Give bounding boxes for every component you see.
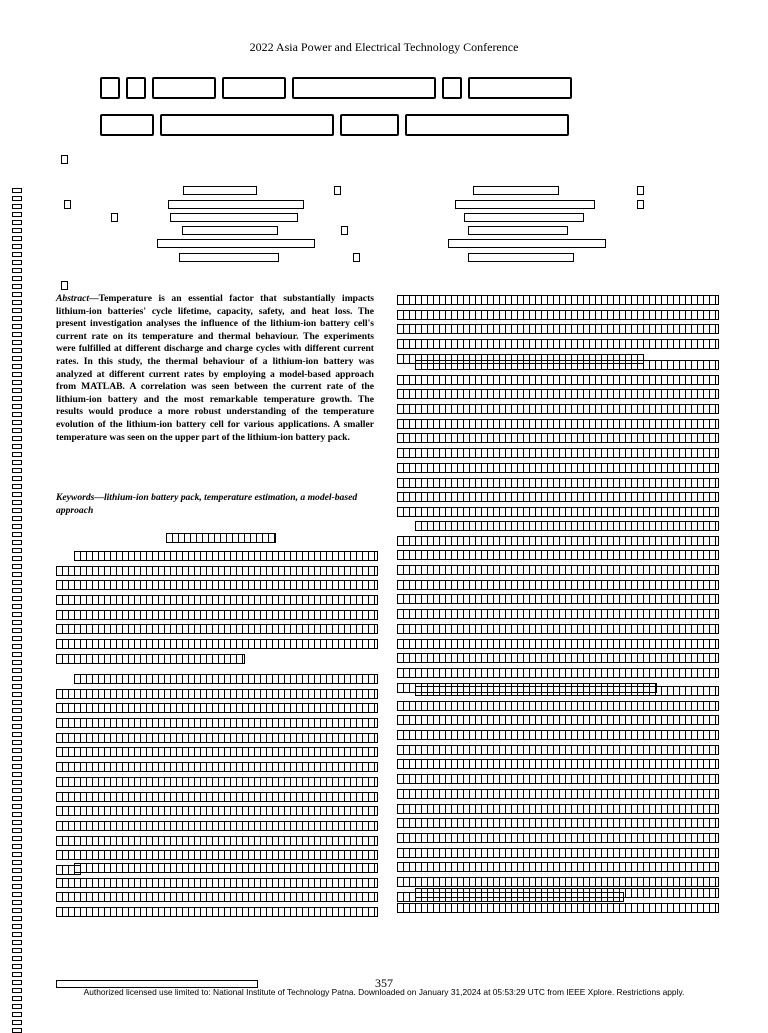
abstract-label: Abstract — [56, 293, 90, 304]
license-notice: Authorized licensed use limited to: National Institute of Technology Patna. Downloaded on January 31,2024 at 05:53:29 UTC from IEEE Xplore. Restrictions apply. — [83, 987, 685, 997]
right-column-para-3 — [397, 521, 719, 697]
keywords-text: —lithium-ion battery pack, temperature estimation, a model-based approach — [56, 492, 358, 516]
section-heading-introduction — [166, 533, 276, 548]
left-column-para-2 — [56, 674, 378, 880]
conference-header: 2022 Asia Power and Electrical Technology Conference — [249, 40, 519, 54]
paper-title-line-2 — [100, 114, 668, 136]
keywords-label: Keywords — [56, 492, 95, 503]
page-number: 357 — [375, 976, 393, 990]
abstract — [56, 293, 374, 444]
right-column-para-5 — [397, 888, 719, 917]
left-column-para-3 — [56, 863, 378, 922]
right-column-para-4 — [397, 686, 719, 906]
abstract-text: —Temperature is an essential factor that substantially impacts lithium-ion batteries' cycle lifetime, capacity, safety, and heat loss. The present investigation analyses the influence of the lithium-ion battery cell's current rate on its temperature and thermal behaviour. The experiments were fulfilled at different discharge and charge cycles with different current rates. In this study, the thermal behaviour of a lithium-ion battery was analyzed at different current rates by employing a model-based approach from MATLAB. A correlation was seen between the current rate of the lithium-ion battery and the most remarkable temperature growth. The results would produce a more robust understanding of the temperature evolution of the lithium-ion battery cell for various applications. A smaller temperature was seen on the upper part of the lithium-ion battery pack. — [56, 293, 374, 443]
arxiv-sidebar-strip — [12, 188, 22, 828]
right-column-para-1 — [397, 295, 719, 368]
title-marker — [61, 155, 68, 164]
right-column-para-2 — [397, 360, 719, 522]
keywords — [56, 492, 374, 517]
paper-title-line-1 — [100, 77, 668, 99]
left-column-para-1 — [56, 551, 378, 669]
